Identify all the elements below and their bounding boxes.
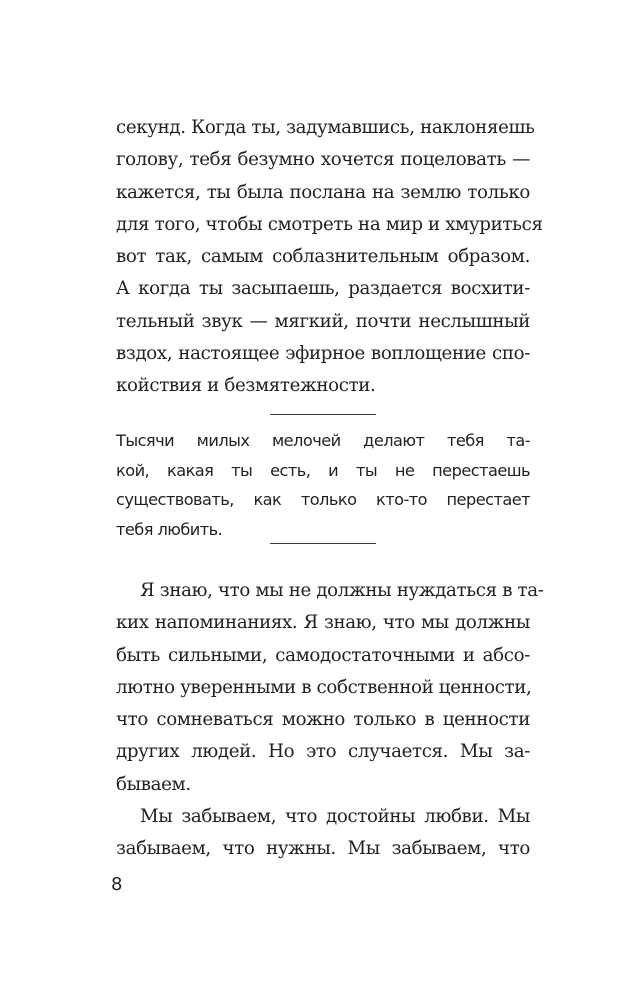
- text-line: Мы забываем, что достойны любви. Мы: [140, 806, 530, 828]
- text-line: других людей. Но это случается. Мы за-: [116, 741, 530, 763]
- text-line: голову, тебя безумно хочется поцеловать —: [116, 149, 530, 171]
- text-line: тельный звук — мягкий, почти неслышный: [116, 310, 530, 332]
- text-line: А когда ты засыпаешь, раздается восхити-: [116, 278, 530, 300]
- pullquote-bottom-divider: [270, 543, 376, 544]
- text-line: койствия и безмятежности.: [116, 375, 376, 397]
- pullquote-top-divider: [270, 414, 376, 415]
- text-line: вздох, настоящее эфирное воплощение спо-: [116, 343, 530, 365]
- text-line: ких напоминаниях. Я знаю, что мы должны: [116, 612, 530, 634]
- text-line: лютно уверенными в собственной ценности,: [116, 676, 532, 698]
- text-line: кажется, ты была послана на землю только: [116, 181, 530, 203]
- text-line: Я знаю, что мы не должны нуждаться в та-: [140, 580, 544, 601]
- text-line: для того, чтобы смотреть на мир и хмуриться: [116, 213, 543, 235]
- pullquote-line: кой, какая ты есть, и ты не перестаешь: [116, 460, 530, 480]
- text-line: вот так, самым соблазнительным образом.: [116, 246, 530, 268]
- pullquote-line: существовать, как только кто-то перестает: [116, 490, 530, 509]
- pullquote-line: тебя любить.: [116, 519, 223, 539]
- pullquote-line: Тысячи милых мелочей делают тебя та-: [116, 431, 530, 450]
- paragraph-reminders: [116, 575, 544, 866]
- text-line: быть сильными, самодостаточными и абсо-: [116, 644, 530, 666]
- page-number: 8: [111, 874, 123, 895]
- text-line: забываем, что нужны. Мы забываем, что: [116, 838, 530, 860]
- paragraph-intro: [116, 112, 543, 403]
- pullquote: [116, 426, 530, 544]
- text-line: бываем.: [116, 773, 191, 795]
- text-line: секунд. Когда ты, задумавшись, наклоняешь: [116, 117, 535, 138]
- text-line: что сомневаться можно только в ценности: [116, 709, 530, 731]
